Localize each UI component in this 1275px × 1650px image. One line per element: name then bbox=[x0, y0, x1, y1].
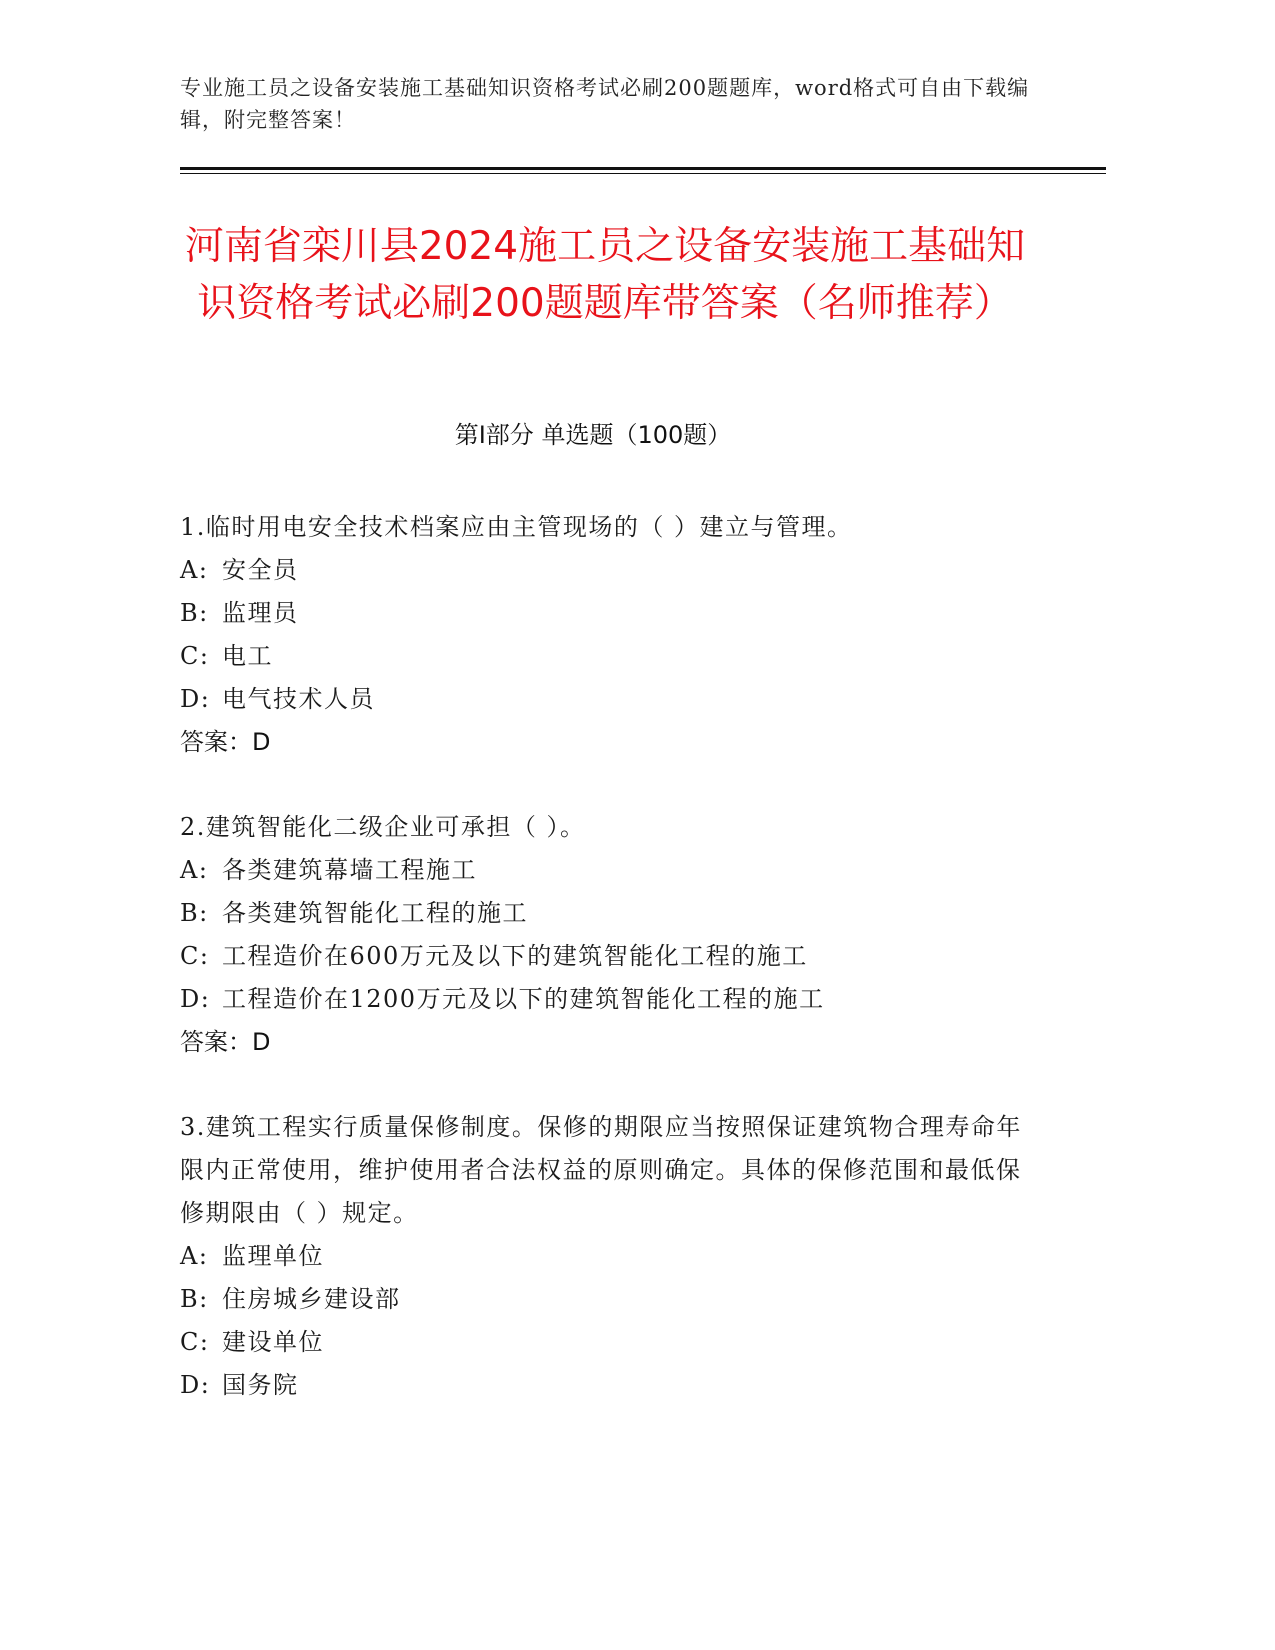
option-b bbox=[180, 1278, 1025, 1321]
option-text: 电工 bbox=[222, 642, 273, 670]
option-letter: A: bbox=[180, 856, 209, 884]
option-text: 工程造价在600万元及以下的建筑智能化工程的施工 bbox=[222, 942, 808, 970]
header-rule-thin bbox=[180, 173, 1106, 174]
option-d bbox=[180, 978, 1025, 1021]
question-2 bbox=[180, 806, 1025, 1064]
option-letter: A: bbox=[180, 1242, 209, 1270]
option-letter: B: bbox=[180, 599, 209, 627]
option-text: 监理员 bbox=[222, 599, 299, 627]
option-letter: C: bbox=[180, 642, 210, 670]
option-letter: D: bbox=[180, 685, 211, 713]
option-c bbox=[180, 635, 1025, 678]
option-c bbox=[180, 935, 1025, 978]
option-text: 住房城乡建设部 bbox=[222, 1285, 401, 1313]
option-text: 各类建筑智能化工程的施工 bbox=[222, 899, 528, 927]
option-text: 建设单位 bbox=[222, 1328, 324, 1356]
option-letter: B: bbox=[180, 1285, 209, 1313]
answer-label: 答案：D bbox=[180, 728, 271, 756]
option-text: 监理单位 bbox=[222, 1242, 324, 1270]
question-stem: 2.建筑智能化二级企业可承担（ ）。 bbox=[180, 813, 586, 841]
option-b bbox=[180, 592, 1025, 635]
question-stem: 1.临时用电安全技术档案应由主管现场的（ ）建立与管理。 bbox=[180, 513, 853, 541]
option-letter: B: bbox=[180, 899, 209, 927]
section-title: 第Ⅰ部分 单选题（100题） bbox=[454, 421, 732, 449]
header-note: 专业施工员之设备安装施工基础知识资格考试必刷200题题库，word格式可自由下载编辑，附完整答案！ bbox=[180, 76, 1030, 132]
option-a bbox=[180, 849, 1025, 892]
option-a bbox=[180, 1235, 1025, 1278]
option-letter: C: bbox=[180, 942, 210, 970]
question-3 bbox=[180, 1106, 1025, 1407]
option-text: 各类建筑幕墙工程施工 bbox=[222, 856, 477, 884]
option-d bbox=[180, 678, 1025, 721]
answer-label: 答案：D bbox=[180, 1028, 271, 1056]
question-1 bbox=[180, 506, 1025, 764]
option-letter: C: bbox=[180, 1328, 210, 1356]
option-b bbox=[180, 892, 1025, 935]
option-text: 国务院 bbox=[222, 1371, 299, 1399]
header-rule-thick bbox=[180, 167, 1106, 170]
option-d bbox=[180, 1364, 1025, 1407]
option-letter: D: bbox=[180, 985, 211, 1013]
option-a bbox=[180, 549, 1025, 592]
question-list bbox=[180, 506, 1025, 1449]
option-letter: D: bbox=[180, 1371, 211, 1399]
document-title: 河南省栾川县2024施工员之设备安装施工基础知识资格考试必刷200题题库带答案（名师推荐） bbox=[184, 224, 1026, 326]
option-text: 工程造价在1200万元及以下的建筑智能化工程的施工 bbox=[222, 985, 825, 1013]
option-letter: A: bbox=[180, 556, 209, 584]
option-text: 安全员 bbox=[222, 556, 299, 584]
option-c bbox=[180, 1321, 1025, 1364]
question-stem: 3.建筑工程实行质量保修制度。保修的期限应当按照保证建筑物合理寿命年限内正常使用，维护使用者合法权益的原则确定。具体的保修范围和最低保修期限由（ ）规定。 bbox=[180, 1113, 1022, 1227]
option-text: 电气技术人员 bbox=[222, 685, 375, 713]
